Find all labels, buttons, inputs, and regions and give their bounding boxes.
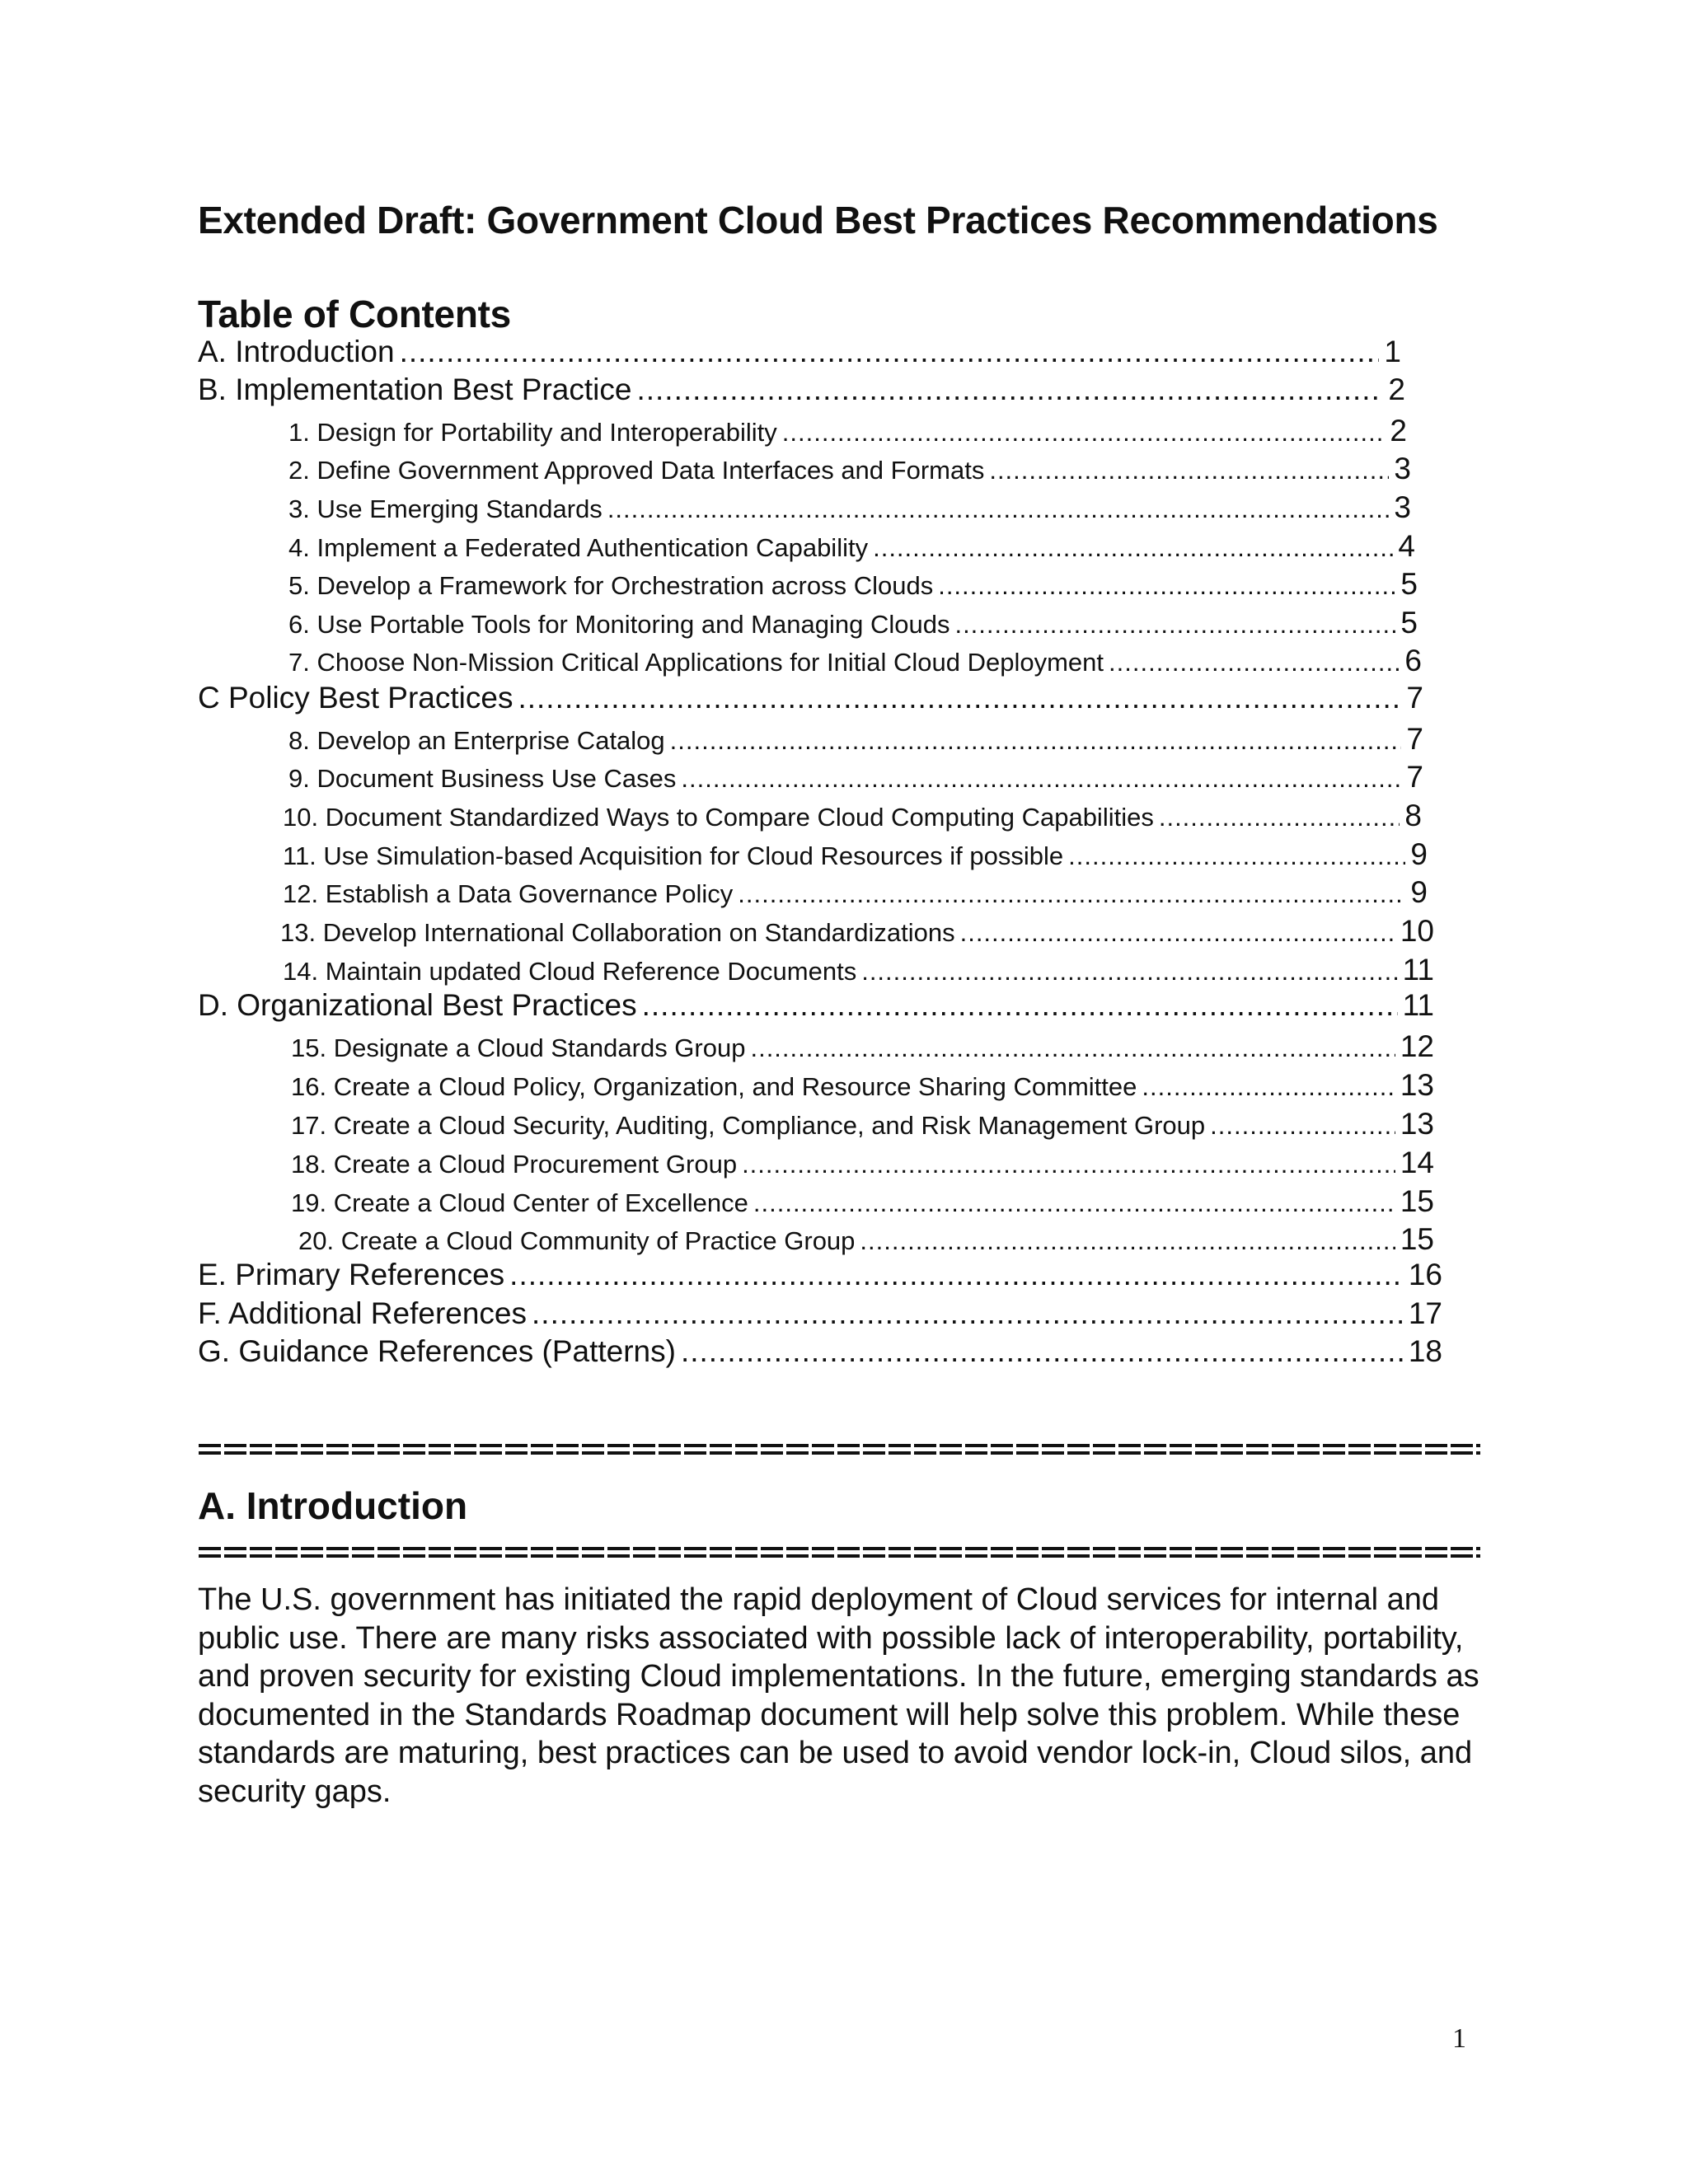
toc-entry-page: 4 — [1398, 529, 1415, 563]
toc-entry-label: B. Implementation Best Practice — [198, 373, 632, 406]
document-title: Extended Draft: Government Cloud Best Practices Recommendations — [198, 199, 1438, 241]
toc-entry[interactable] — [291, 1029, 1434, 1067]
toc-entry-page: 17 — [1408, 1296, 1442, 1330]
toc-entry-label: 2. Define Government Approved Data Interfaces and Formats — [288, 456, 985, 485]
toc-leader — [954, 610, 1395, 640]
toc-leader — [1210, 1111, 1395, 1141]
toc-leader — [873, 533, 1393, 563]
toc-leader — [532, 1296, 1404, 1331]
toc-entry[interactable] — [288, 414, 1407, 452]
toc-entry-page: 14 — [1400, 1146, 1434, 1179]
toc-entry-page: 10 — [1400, 914, 1434, 948]
separator-rule-bottom — [198, 1545, 1480, 1560]
toc-entry[interactable] — [198, 1296, 1442, 1334]
toc-leader — [509, 1258, 1404, 1292]
toc-entry-page: 3 — [1394, 490, 1411, 524]
toc-entry[interactable] — [198, 681, 1423, 719]
toc-leader — [960, 918, 1395, 948]
toc-leader — [1159, 803, 1400, 832]
toc-entry-label: 17. Create a Cloud Security, Auditing, Compliance, and Risk Management Group — [291, 1111, 1206, 1140]
toc-entry-label: 1. Design for Portability and Interoperability — [288, 418, 777, 447]
toc-entry-page: 9 — [1410, 837, 1428, 871]
toc-entry[interactable] — [298, 1222, 1434, 1260]
toc-entry-label: 4. Implement a Federated Authentication Capability — [288, 533, 869, 562]
toc-entry-page: 12 — [1400, 1029, 1434, 1063]
toc-entry[interactable] — [291, 1184, 1434, 1222]
toc-entry-label: 18. Create a Cloud Procurement Group — [291, 1150, 738, 1179]
toc-entry[interactable] — [283, 953, 1434, 991]
toc-leader — [642, 988, 1398, 1023]
toc-leader — [938, 571, 1395, 601]
toc-entry-label: D. Organizational Best Practices — [198, 988, 637, 1022]
toc-leader — [782, 418, 1386, 448]
toc-entry[interactable] — [291, 1068, 1434, 1106]
toc-entry-page: 1 — [1384, 335, 1401, 368]
toc-entry-page: 2 — [1390, 414, 1407, 448]
toc-entry-page: 6 — [1404, 644, 1422, 677]
toc-entry-page: 11 — [1402, 953, 1434, 987]
toc-entry-page: 16 — [1408, 1258, 1442, 1291]
toc-entry[interactable] — [198, 335, 1401, 373]
toc-entry-label: 7. Choose Non-Mission Critical Applications for Initial Cloud Deployment — [288, 648, 1104, 677]
toc-entry[interactable] — [288, 452, 1411, 490]
toc-entry[interactable] — [198, 988, 1434, 1026]
toc-entry-label: 10. Document Standardized Ways to Compare Cloud Computing Capabilities — [283, 803, 1154, 832]
toc-entry-label: A. Introduction — [198, 335, 395, 368]
toc-entry-label: 5. Develop a Framework for Orchestration across Clouds — [288, 571, 934, 600]
toc-leader — [860, 1226, 1395, 1256]
toc-entry[interactable] — [283, 875, 1428, 913]
toc-leader — [681, 1334, 1404, 1369]
toc-entry-label: 6. Use Portable Tools for Monitoring and Managing Clouds — [288, 610, 950, 639]
toc-entry-page: 7 — [1406, 722, 1423, 756]
toc-leader — [861, 957, 1397, 987]
toc-entry-page: 5 — [1400, 606, 1418, 640]
toc-entry[interactable] — [283, 799, 1422, 837]
toc-entry-label: 15. Designate a Cloud Standards Group — [291, 1033, 746, 1062]
toc-leader — [1068, 841, 1405, 871]
toc-leader — [518, 681, 1401, 715]
toc-entry-page: 7 — [1406, 681, 1423, 715]
toc-entry-label: E. Primary References — [198, 1258, 505, 1291]
toc-entry-page: 8 — [1404, 799, 1422, 832]
toc-entry[interactable] — [288, 490, 1411, 528]
toc-entry-page: 2 — [1388, 373, 1405, 406]
toc-leader — [989, 456, 1389, 485]
toc-entry-label: 13. Develop International Collaboration on Standardizations — [280, 918, 955, 947]
toc-entry-label: 9. Document Business Use Cases — [288, 764, 677, 793]
toc-leader — [670, 726, 1402, 756]
separator-rule-top — [198, 1442, 1480, 1457]
toc-entry-label: 16. Create a Cloud Policy, Organization, and Resource Sharing Committee — [291, 1072, 1137, 1101]
toc-entry-page: 11 — [1402, 988, 1434, 1022]
toc-entry[interactable] — [288, 644, 1422, 682]
toc-leader — [742, 1150, 1395, 1179]
toc-leader — [1109, 648, 1400, 677]
toc-entry-label: F. Additional References — [198, 1296, 528, 1330]
toc-entry-page: 9 — [1410, 875, 1428, 909]
toc-leader — [753, 1188, 1395, 1218]
toc-entry-page: 15 — [1400, 1222, 1434, 1256]
toc-entry-label: C Policy Best Practices — [198, 681, 513, 715]
toc-entry[interactable] — [280, 914, 1434, 952]
toc-entry-page: 15 — [1400, 1184, 1434, 1218]
introduction-heading: A. Introduction — [198, 1484, 468, 1527]
toc-entry-page: 3 — [1394, 452, 1411, 485]
toc-leader — [607, 494, 1390, 524]
toc-entry[interactable] — [288, 567, 1418, 605]
toc-heading: Table of Contents — [198, 293, 511, 335]
toc-entry-page: 13 — [1400, 1107, 1434, 1141]
toc-entry-label: 8. Develop an Enterprise Catalog — [288, 726, 665, 755]
toc-entry-page: 18 — [1408, 1334, 1442, 1368]
toc-entry-label: 11. Use Simulation-based Acquisition for Cloud Resources if possible — [283, 841, 1064, 870]
toc-entry-label: 14. Maintain updated Cloud Reference Documents — [283, 957, 857, 986]
toc-leader — [738, 879, 1405, 909]
toc-leader — [636, 373, 1383, 407]
toc-entry-label: 19. Create a Cloud Center of Excellence — [291, 1188, 748, 1217]
toc-entry[interactable] — [283, 837, 1428, 875]
toc-entry[interactable] — [288, 529, 1415, 567]
toc-entry[interactable] — [288, 722, 1423, 760]
toc-entry-page: 5 — [1400, 567, 1418, 601]
toc-entry[interactable] — [288, 606, 1418, 644]
toc-entry[interactable] — [288, 760, 1423, 798]
toc-entry-page: 13 — [1400, 1068, 1434, 1102]
introduction-body: The U.S. government has initiated the rapid deployment of Cloud services for internal and public use. There are many risks associated with possible lack of interoperability, portability, and proven security for existing Cloud implementations. In the future, emerging standards as documented in the Standards Roadmap document will help solve this problem. While these standards are maturing, best practices can be used to avoid vendor lock-in, Cloud silos, and security gaps. — [198, 1582, 1479, 1809]
toc-entry[interactable] — [291, 1107, 1434, 1145]
page-number: 1 — [1452, 2023, 1466, 2054]
toc-entry-label: 12. Establish a Data Governance Policy — [283, 879, 734, 908]
toc-leader — [750, 1033, 1395, 1063]
toc-entry-page: 7 — [1406, 760, 1423, 794]
toc-entry-label: 3. Use Emerging Standards — [288, 494, 603, 523]
toc-leader — [400, 335, 1380, 369]
toc-entry-label: G. Guidance References (Patterns) — [198, 1334, 676, 1368]
toc-entry[interactable] — [291, 1146, 1434, 1183]
toc-entry[interactable] — [198, 1334, 1442, 1372]
toc-leader — [681, 764, 1401, 794]
toc-entry[interactable] — [198, 1258, 1442, 1296]
toc-leader — [1142, 1072, 1395, 1102]
toc-entry-label: 20. Create a Cloud Community of Practice Group — [298, 1226, 856, 1255]
toc-entry[interactable] — [198, 373, 1405, 410]
